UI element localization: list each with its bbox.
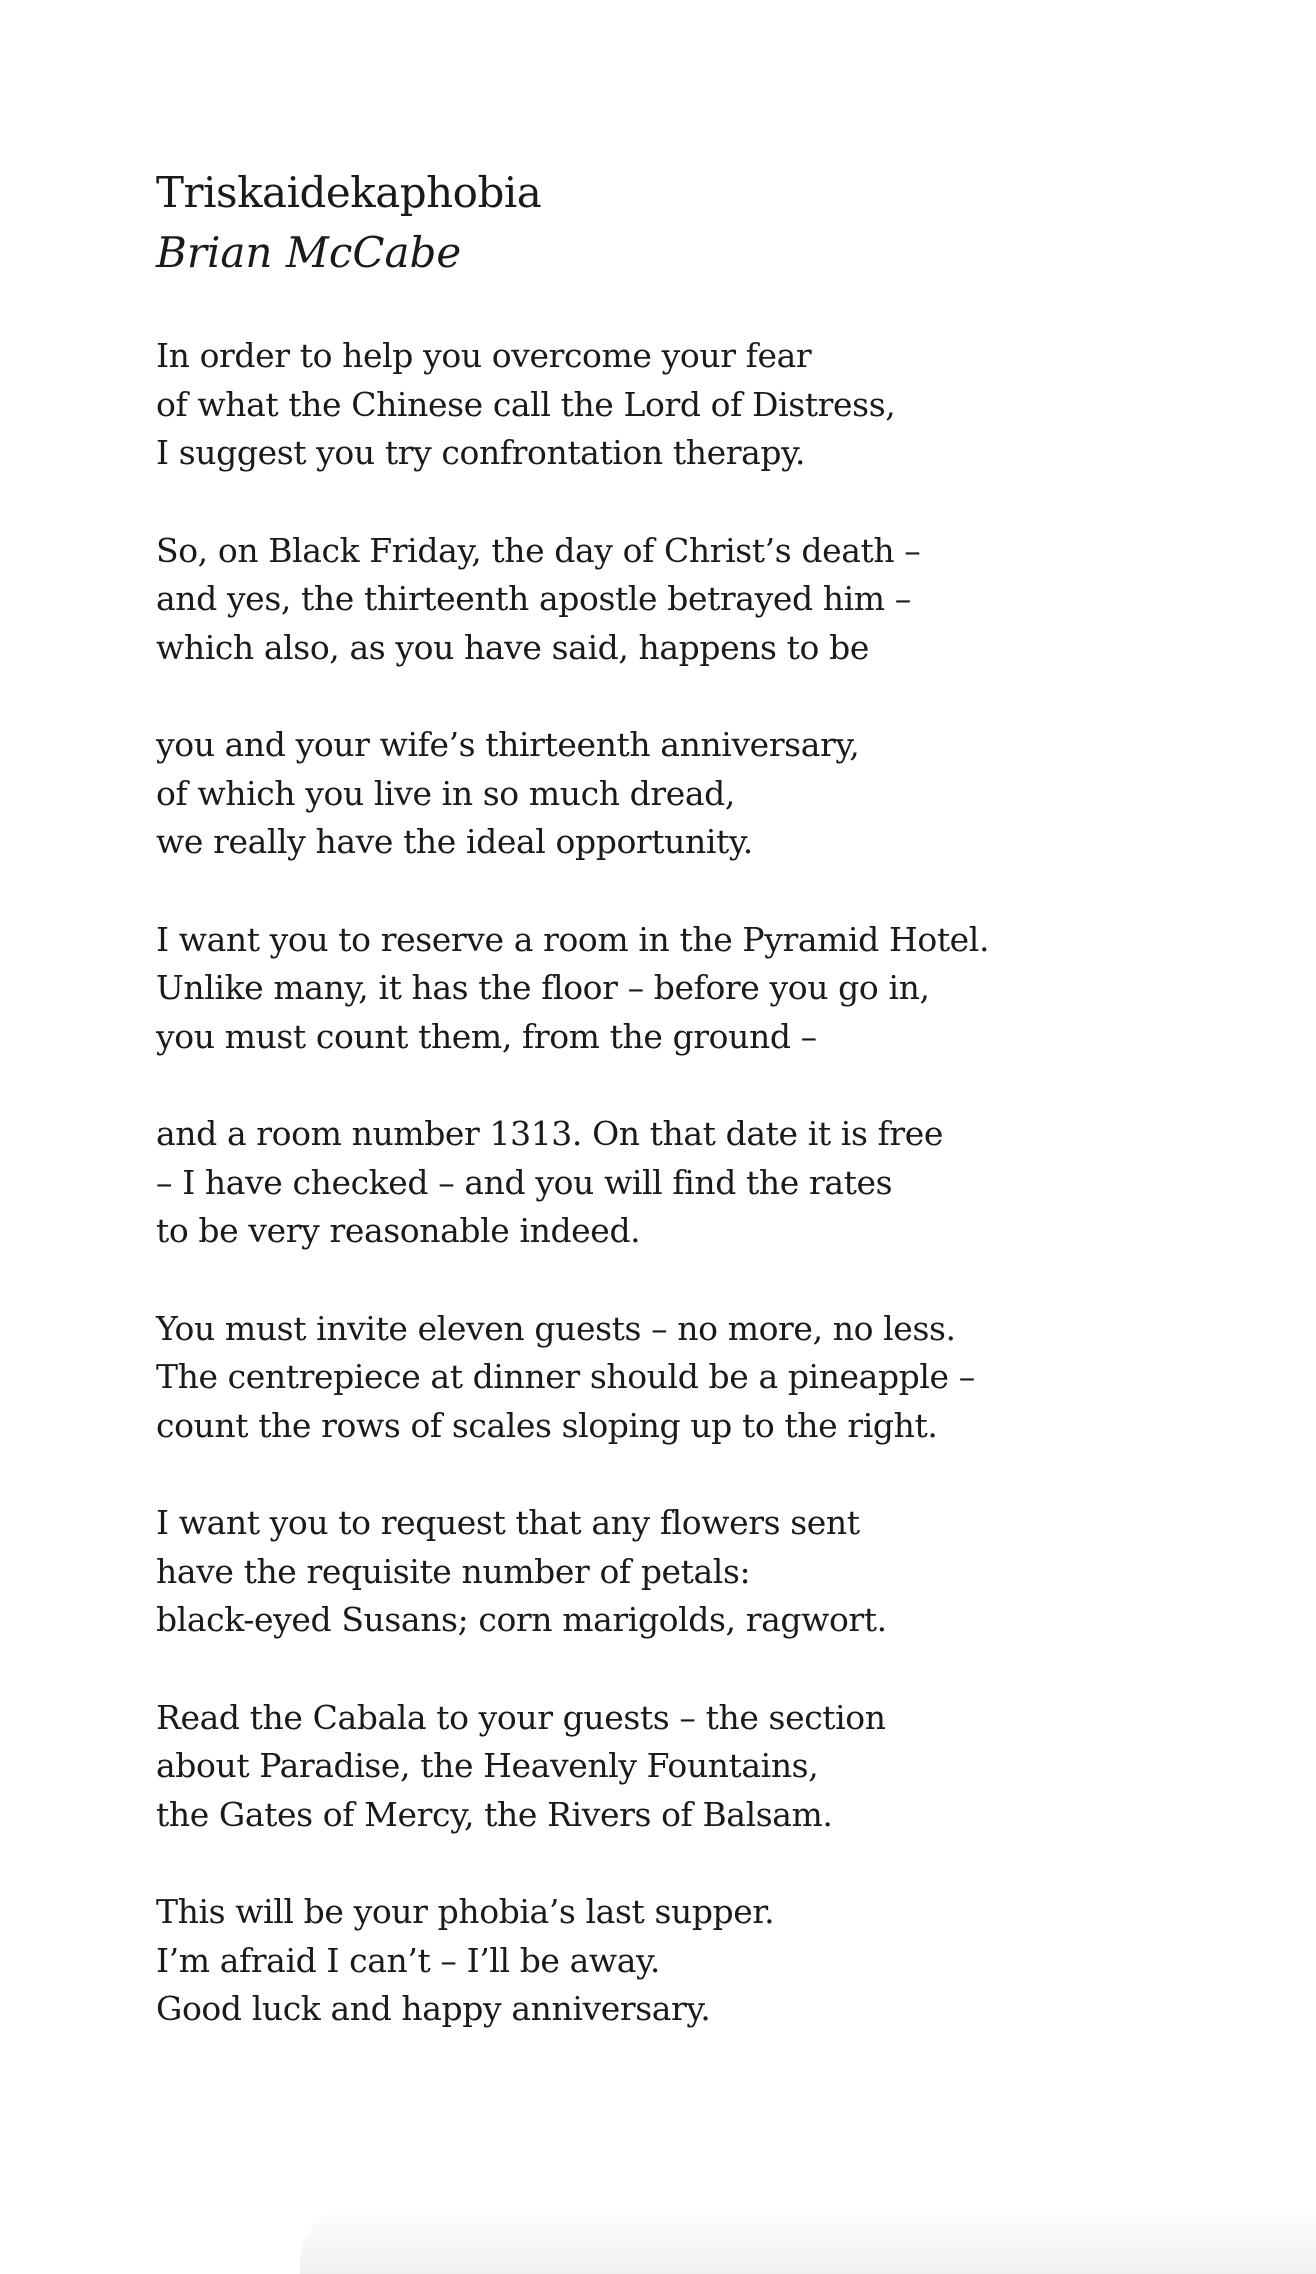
stanza-4 (156, 916, 1156, 1062)
poem-line: count the rows of scales sloping up to the right. (156, 1405, 938, 1445)
stanza-9 (156, 1888, 1156, 2034)
poem-page (156, 168, 1156, 2083)
poem-line: of what the Chinese call the Lord of Distress, (156, 384, 896, 424)
poem-line: of which you live in so much dread, (156, 773, 735, 813)
poem-line: So, on Black Friday, the day of Christ’s death – (156, 530, 921, 570)
poem-body (156, 332, 1156, 2034)
poem-line: I want you to reserve a room in the Pyramid Hotel. (156, 919, 990, 959)
poem-author: Brian McCabe (156, 228, 462, 277)
poem-line: Unlike many, it has the floor – before you go in, (156, 968, 930, 1007)
poem-line: we really have the ideal opportunity. (156, 822, 753, 861)
poem-line: You must invite eleven guests – no more, no less. (156, 1308, 956, 1348)
poem-line: you must count them, from the ground – (156, 1016, 817, 1056)
poem-line: Good luck and happy anniversary. (156, 1989, 711, 2028)
stanza-5 (156, 1110, 1156, 1256)
stanza-2 (156, 527, 1156, 673)
poem-line: In order to help you overcome your fear (156, 336, 812, 375)
poem-line: you and your wife’s thirteenth anniversary, (156, 725, 860, 764)
stanza-1 (156, 332, 1156, 478)
poem-line: I want you to request that any flowers sent (156, 1503, 860, 1542)
stanza-8 (156, 1694, 1156, 1840)
poem-line: have the requisite number of petals: (156, 1551, 751, 1591)
poem-line: and a room number 1313. On that date it is free (156, 1114, 944, 1153)
poem-line: which also, as you have said, happens to be (156, 627, 869, 667)
poem-line: to be very reasonable indeed. (156, 1211, 641, 1250)
page-edge-shadow (300, 2204, 1316, 2274)
stanza-6 (156, 1305, 1156, 1451)
stanza-7 (156, 1499, 1156, 1645)
poem-line: I’m afraid I can’t – I’ll be away. (156, 1940, 660, 1980)
poem-line: This will be your phobia’s last supper. (156, 1892, 775, 1931)
poem-line: Read the Cabala to your guests – the section (156, 1697, 886, 1737)
poem-title: Triskaidekaphobia (156, 168, 542, 217)
poem-line: The centrepiece at dinner should be a pineapple – (156, 1357, 975, 1396)
stanza-3 (156, 721, 1156, 867)
poem-line: about Paradise, the Heavenly Fountains, (156, 1746, 819, 1785)
poem-line: and yes, the thirteenth apostle betrayed him – (156, 579, 911, 618)
poem-line: I suggest you try confrontation therapy. (156, 433, 806, 472)
poem-line: black-eyed Susans; corn marigolds, ragwort. (156, 1600, 887, 1639)
poem-line: the Gates of Mercy, the Rivers of Balsam. (156, 1794, 833, 1834)
poem-line: – I have checked – and you will find the rates (156, 1162, 893, 1202)
